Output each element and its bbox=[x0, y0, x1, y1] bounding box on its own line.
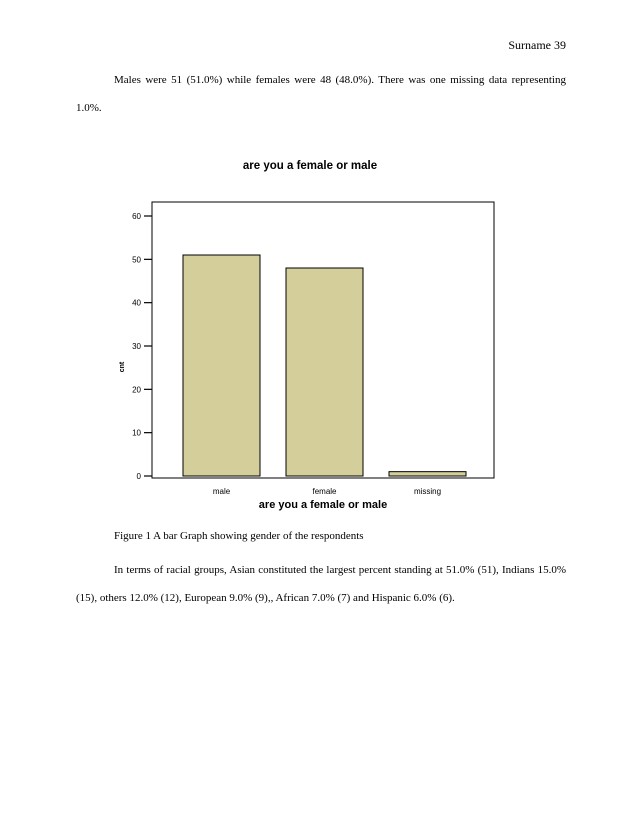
y-tick-label: 30 bbox=[132, 342, 141, 351]
x-tick-label-female: female bbox=[312, 487, 337, 496]
page-header-surname: Surname 39 bbox=[508, 38, 566, 52]
y-axis bbox=[132, 212, 152, 481]
paragraph-gender-summary: Males were 51 (51.0%) while females were 48 (48.0%). There was one missing data representing 1.0%. bbox=[76, 74, 566, 114]
y-tick-label: 60 bbox=[132, 212, 141, 221]
y-tick-label: 10 bbox=[132, 428, 141, 438]
x-tick-label-missing: missing bbox=[413, 487, 442, 496]
paragraph-racial-groups: In terms of racial groups, Asian constituted the largest percent standing at 51.0% (51), Indians 15.0% (15), others 12.0% (12), European 9.0% (9),, African 7.0% (7) and Hispanic 6.0% (6). bbox=[76, 564, 566, 604]
x-axis bbox=[213, 487, 441, 496]
bar-chart bbox=[100, 195, 520, 515]
y-axis-label: cnt bbox=[119, 361, 126, 373]
y-tick-label: 50 bbox=[132, 255, 141, 265]
y-tick-label: 20 bbox=[132, 385, 141, 395]
bar-female bbox=[286, 268, 363, 476]
figure-caption: Figure 1 A bar Graph showing gender of the respondents bbox=[114, 530, 364, 542]
y-tick-label: 40 bbox=[132, 298, 141, 308]
y-tick-label: 0 bbox=[136, 472, 141, 481]
bar-male bbox=[183, 255, 260, 476]
chart-title: are you a female or male bbox=[242, 160, 378, 172]
bar-missing bbox=[389, 472, 466, 476]
x-tick-label-male: male bbox=[212, 487, 231, 496]
x-axis-label: are you a female or male bbox=[258, 499, 388, 511]
